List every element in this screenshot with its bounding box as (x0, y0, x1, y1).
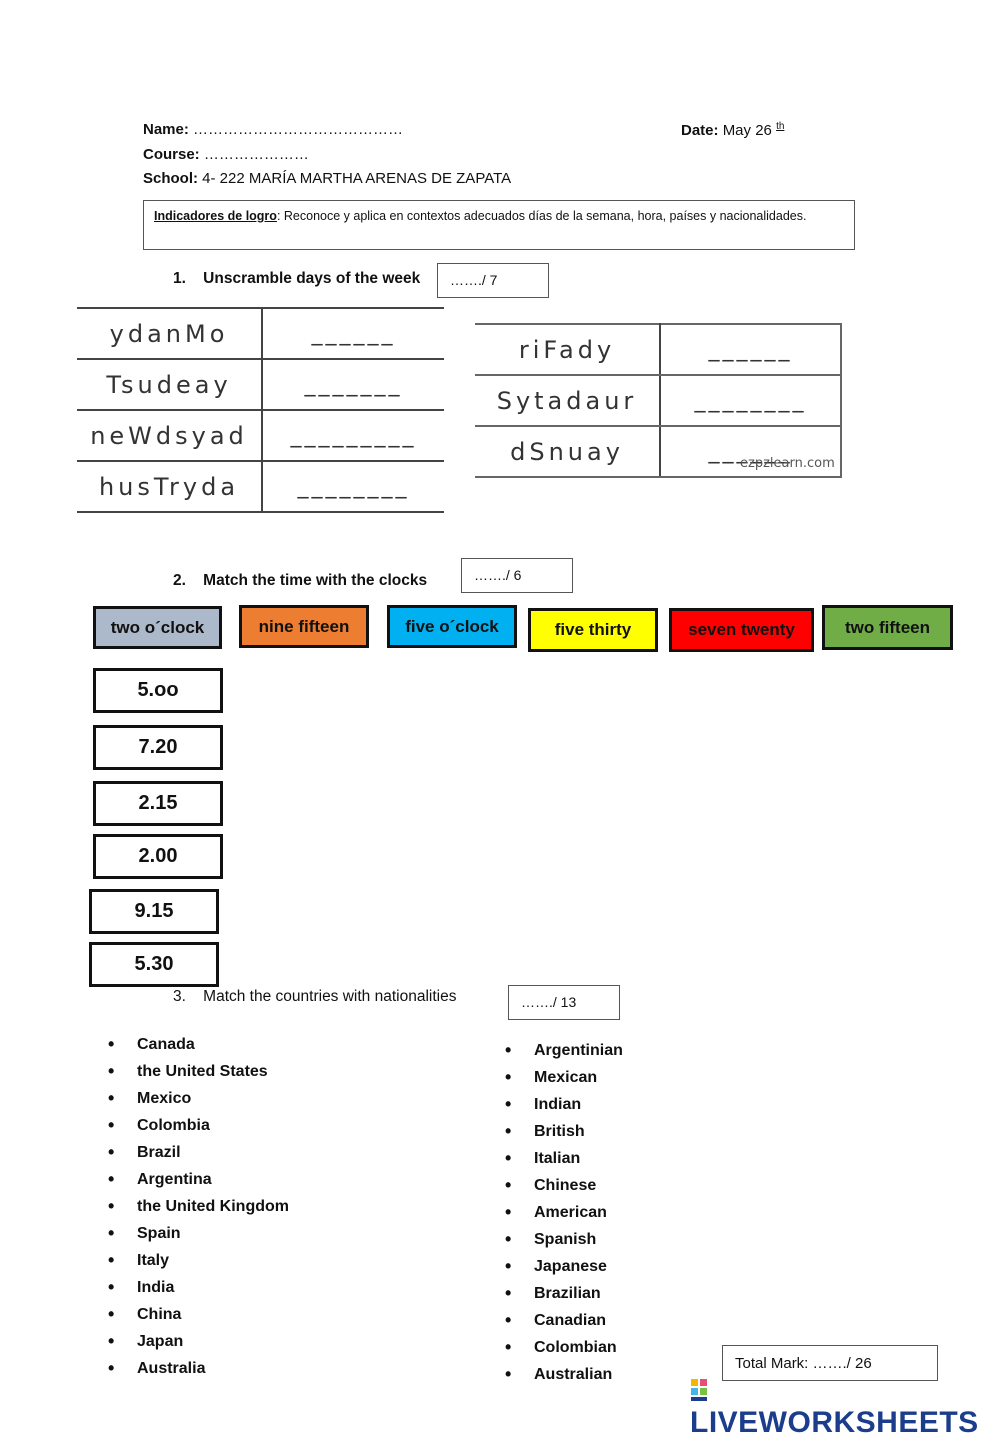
scrambled-word: Sytadaur (475, 375, 660, 426)
course-value[interactable]: ………………… (203, 146, 309, 163)
answer-blank[interactable]: _______ (262, 359, 444, 410)
answer-blank[interactable]: ________ (262, 461, 444, 512)
school-line (143, 170, 511, 187)
scrambled-word: ydanMo (77, 308, 262, 359)
school-value: 4- 222 MARÍA MARTHA ARENAS DE ZAPATA (202, 170, 512, 187)
answer-blank[interactable]: ______ (660, 426, 841, 477)
clock-box[interactable]: 5.oo (93, 668, 223, 713)
answer-blank[interactable]: ______ (262, 308, 444, 359)
date-suffix: th (776, 121, 785, 132)
indicators-box (143, 200, 855, 250)
list-item[interactable]: • the United Kingdom (108, 1193, 289, 1220)
nationalities-list (505, 1037, 623, 1388)
table-row (475, 324, 841, 375)
course-line (143, 146, 309, 163)
table-row (77, 308, 444, 359)
date-label: Date: (681, 122, 719, 139)
time-option-seven-twenty[interactable]: seven twenty (669, 608, 814, 652)
table-row (77, 410, 444, 461)
list-item[interactable]: • Australia (108, 1355, 289, 1382)
list-item[interactable]: • India (108, 1274, 289, 1301)
q3-number: 3. (173, 988, 186, 1005)
time-option-nine-fifteen[interactable]: nine fifteen (239, 605, 369, 648)
q2-score-box[interactable]: ……./ 6 (461, 558, 573, 593)
q2-number: 2. (173, 572, 186, 589)
list-item[interactable]: • Indian (505, 1091, 623, 1118)
total-mark-box[interactable]: Total Mark: ……./ 26 (722, 1345, 938, 1381)
q2-title (173, 572, 427, 590)
q1-number: 1. (173, 270, 186, 287)
countries-list (108, 1031, 289, 1382)
list-item[interactable]: • American (505, 1199, 623, 1226)
answer-blank[interactable]: ________ (660, 375, 841, 426)
liveworksheets-logo-text: LIVEWORKSHEETS (690, 1406, 979, 1439)
list-item[interactable]: • Australian (505, 1361, 623, 1388)
list-item[interactable]: • Italy (108, 1247, 289, 1274)
date-value: May 26 (722, 122, 772, 139)
list-item[interactable]: • Mexico (108, 1085, 289, 1112)
scrambled-word: husTryda (77, 461, 262, 512)
time-option-five-thirty[interactable]: five thirty (528, 608, 658, 652)
list-item[interactable]: • Colombia (108, 1112, 289, 1139)
answer-blank[interactable]: ______ (660, 324, 841, 375)
list-item[interactable]: • British (505, 1118, 623, 1145)
clock-box[interactable]: 7.20 (93, 725, 223, 770)
list-item[interactable]: • Mexican (505, 1064, 623, 1091)
clock-box[interactable]: 2.15 (93, 781, 223, 826)
name-value[interactable]: …………………………………… (193, 121, 404, 138)
scrambled-word: riFady (475, 324, 660, 375)
school-label: School: (143, 170, 198, 187)
q2-title-text: Match the time with the clocks (203, 572, 428, 589)
list-item[interactable]: • Brazil (108, 1139, 289, 1166)
list-item[interactable]: • Brazilian (505, 1280, 623, 1307)
time-option-two-fifteen[interactable]: two fifteen (822, 605, 953, 650)
q3-title (173, 988, 456, 1006)
q1-title (173, 270, 420, 288)
scrambled-word: Tsudeay (77, 359, 262, 410)
list-item[interactable]: • China (108, 1301, 289, 1328)
scrambled-word: neWdsyad (77, 410, 262, 461)
scrambled-word: dSnuay (475, 426, 660, 477)
name-label: Name: (143, 121, 189, 138)
ezpzlearn-watermark: ezpzlearn.com (740, 456, 835, 471)
indicators-label: Indicadores de logro (154, 209, 277, 223)
indicators-text: : Reconoce y aplica en contextos adecuados días de la semana, hora, países y nacionalidades. (276, 209, 807, 223)
list-item[interactable]: • Argentina (108, 1166, 289, 1193)
course-label: Course: (143, 146, 200, 163)
clock-box[interactable]: 2.00 (93, 834, 223, 879)
table-row (475, 375, 841, 426)
q1-score-box[interactable]: ……./ 7 (437, 263, 549, 298)
time-option-two-oclock[interactable]: two o´clock (93, 606, 222, 649)
name-line (143, 121, 403, 138)
list-item[interactable]: • Japan (108, 1328, 289, 1355)
list-item[interactable]: • Spain (108, 1220, 289, 1247)
q1-title-text: Unscramble days of the week (203, 270, 421, 287)
table-row (77, 461, 444, 512)
list-item[interactable]: • Chinese (505, 1172, 623, 1199)
q3-score-box[interactable]: ……./ 13 (508, 985, 620, 1020)
time-option-five-oclock[interactable]: five o´clock (387, 605, 517, 648)
date-line (681, 121, 784, 139)
liveworksheets-logo-icon (690, 1377, 716, 1403)
list-item[interactable]: • Canadian (505, 1307, 623, 1334)
list-item[interactable]: • Canada (108, 1031, 289, 1058)
scramble-table-left (77, 307, 444, 513)
scramble-table-right (475, 323, 842, 478)
clock-box[interactable]: 9.15 (89, 889, 219, 934)
list-item[interactable]: • Argentinian (505, 1037, 623, 1064)
answer-blank[interactable]: _________ (262, 410, 444, 461)
list-item[interactable]: • Colombian (505, 1334, 623, 1361)
liveworksheets-logo (690, 1372, 1000, 1440)
list-item[interactable]: • Spanish (505, 1226, 623, 1253)
list-item[interactable]: • Italian (505, 1145, 623, 1172)
list-item[interactable]: • Japanese (505, 1253, 623, 1280)
table-row (77, 359, 444, 410)
clock-box[interactable]: 5.30 (89, 942, 219, 987)
list-item[interactable]: • the United States (108, 1058, 289, 1085)
q3-title-text: Match the countries with nationalities (203, 988, 457, 1005)
